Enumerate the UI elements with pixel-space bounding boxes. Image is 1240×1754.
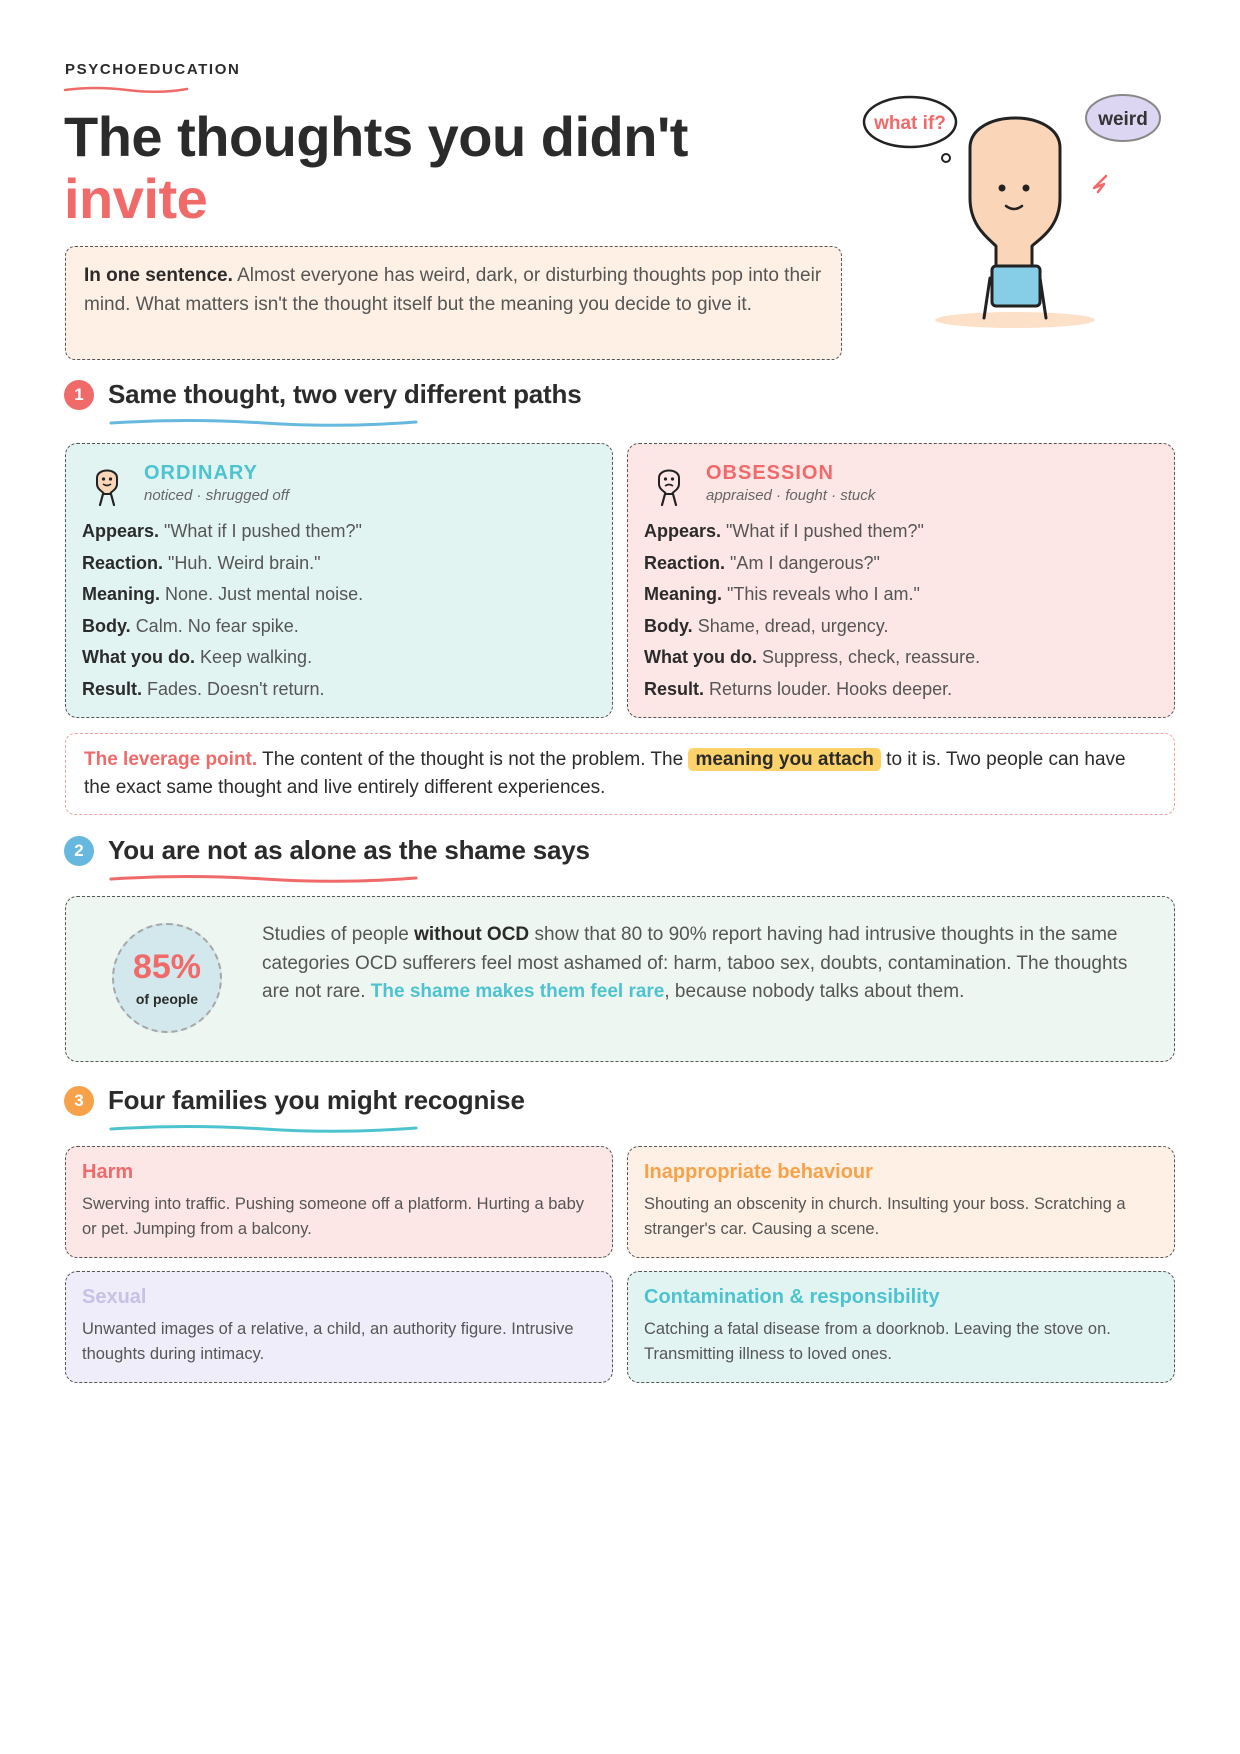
leverage-text-before: The content of the thought is not the problem. The [262, 749, 684, 770]
obsession-row: Result. Returns louder. Hooks deeper. [644, 678, 953, 699]
eyebrow-label: PSYCHOEDUCATION [65, 61, 241, 78]
ordinary-row: Appears. "What if I pushed them?" [82, 521, 362, 541]
smiling-figure-icon [90, 466, 124, 506]
family-title: Contamination & responsibility [644, 1286, 940, 1308]
head [970, 118, 1060, 278]
prevalence-text: Studies of people without OCD show that 80 to 90% report having had intrusive thoughts in the same categories OCD sufferers feel most ashamed of: harm, taboo sex, doubts, contamination. The thoughts are not rare. The shame makes them feel rare, because nobody talks about them. [262, 924, 1128, 1002]
ordinary-row: Reaction. "Huh. Weird brain." [82, 552, 321, 573]
section-1-underline [108, 416, 420, 428]
obsession-row: Appears. "What if I pushed them?" [644, 521, 924, 541]
left-eye [999, 185, 1006, 192]
family-title: Inappropriate behaviour [644, 1161, 873, 1183]
thought-dot [942, 154, 950, 162]
obsession-row: Body. Shame, dread, urgency. [644, 615, 889, 636]
ordinary-row: Meaning. None. Just mental noise. [82, 584, 364, 604]
family-title: Harm [82, 1161, 134, 1183]
stat-label: of people [135, 991, 199, 1007]
thinking-person-illustration [860, 88, 1180, 338]
ordinary-subtitle: noticed · shrugged off [144, 487, 290, 504]
ordinary-row: Result. Fades. Doesn't return. [82, 678, 325, 699]
title-line-1: The thoughts you didn't [64, 105, 688, 168]
ordinary-path-card [65, 443, 613, 718]
summary-text: Almost everyone has weird, dark, or disturbing thoughts pop into their mind. What matters isn't the thought itself but the meaning you decide to give it. [84, 265, 822, 315]
section-1-heading [64, 379, 581, 410]
summary-lead: In one sentence. [84, 265, 233, 286]
thought-bubble-left-text: what if? [874, 113, 946, 134]
thought-bubble-right-text: weird [1098, 109, 1148, 130]
prevalence-card [65, 896, 1175, 1062]
family-description: Shouting an obscenity in church. Insulting your boss. Scratching a stranger's car. Causing a scene. [644, 1195, 1126, 1238]
section-2-number: 2 [64, 836, 94, 866]
section-1-number: 1 [64, 380, 94, 410]
section-3-heading [64, 1085, 525, 1116]
section-3-underline [108, 1122, 420, 1134]
obsession-subtitle: appraised · fought · stuck [706, 487, 876, 504]
leverage-highlight: meaning you attach [688, 748, 880, 771]
worried-figure-icon [652, 466, 686, 506]
leverage-text-after: to it is. Two people can have the exact same thought and live entirely different experiences. [84, 749, 1126, 798]
eyebrow-underline [63, 84, 189, 94]
obsession-path-card [627, 443, 1175, 718]
obsession-row: Reaction. "Am I dangerous?" [644, 552, 880, 573]
title-line-2: invite [64, 167, 208, 230]
family-card-contamination [627, 1271, 1175, 1383]
spark-icon [1094, 176, 1106, 192]
family-card-inappropriate [627, 1146, 1175, 1258]
ordinary-row: Body. Calm. No fear spike. [82, 615, 299, 636]
section-2-title: You are not as alone as the shame says [108, 835, 590, 865]
page-title [64, 106, 688, 230]
family-description: Catching a fatal disease from a doorknob. Leaving the stove on. Transmitting illness to loved ones. [644, 1320, 1111, 1363]
section-3-number: 3 [64, 1086, 94, 1116]
family-card-harm [65, 1146, 613, 1258]
ground-shadow [935, 312, 1095, 328]
summary-box [65, 246, 842, 360]
right-eye [1023, 185, 1030, 192]
leverage-label: The leverage point. [84, 749, 258, 770]
obsession-row: What you do. Suppress, check, reassure. [644, 647, 981, 667]
ordinary-title: ORDINARY [144, 462, 258, 484]
section-2-heading [64, 835, 590, 866]
leverage-point-callout [65, 733, 1175, 815]
section-1-title: Same thought, two very different paths [108, 379, 582, 409]
family-card-sexual [65, 1271, 613, 1383]
obsession-row: Meaning. "This reveals who I am." [644, 584, 920, 604]
section-3-title: Four families you might recognise [108, 1085, 525, 1115]
obsession-title: OBSESSION [706, 462, 834, 484]
left-arm [984, 278, 990, 318]
shirt [992, 266, 1040, 306]
section-2-underline [108, 872, 420, 884]
stat-badge [112, 923, 222, 1033]
family-description: Unwanted images of a relative, a child, an authority figure. Intrusive thoughts during intimacy. [82, 1320, 574, 1363]
shame-highlight: The shame makes them feel rare [370, 981, 665, 1002]
family-title: Sexual [82, 1286, 147, 1308]
ordinary-row: What you do. Keep walking. [82, 647, 313, 667]
stat-value: 85% [132, 948, 202, 986]
family-description: Swerving into traffic. Pushing someone off a platform. Hurting a baby or pet. Jumping from a balcony. [82, 1195, 584, 1238]
